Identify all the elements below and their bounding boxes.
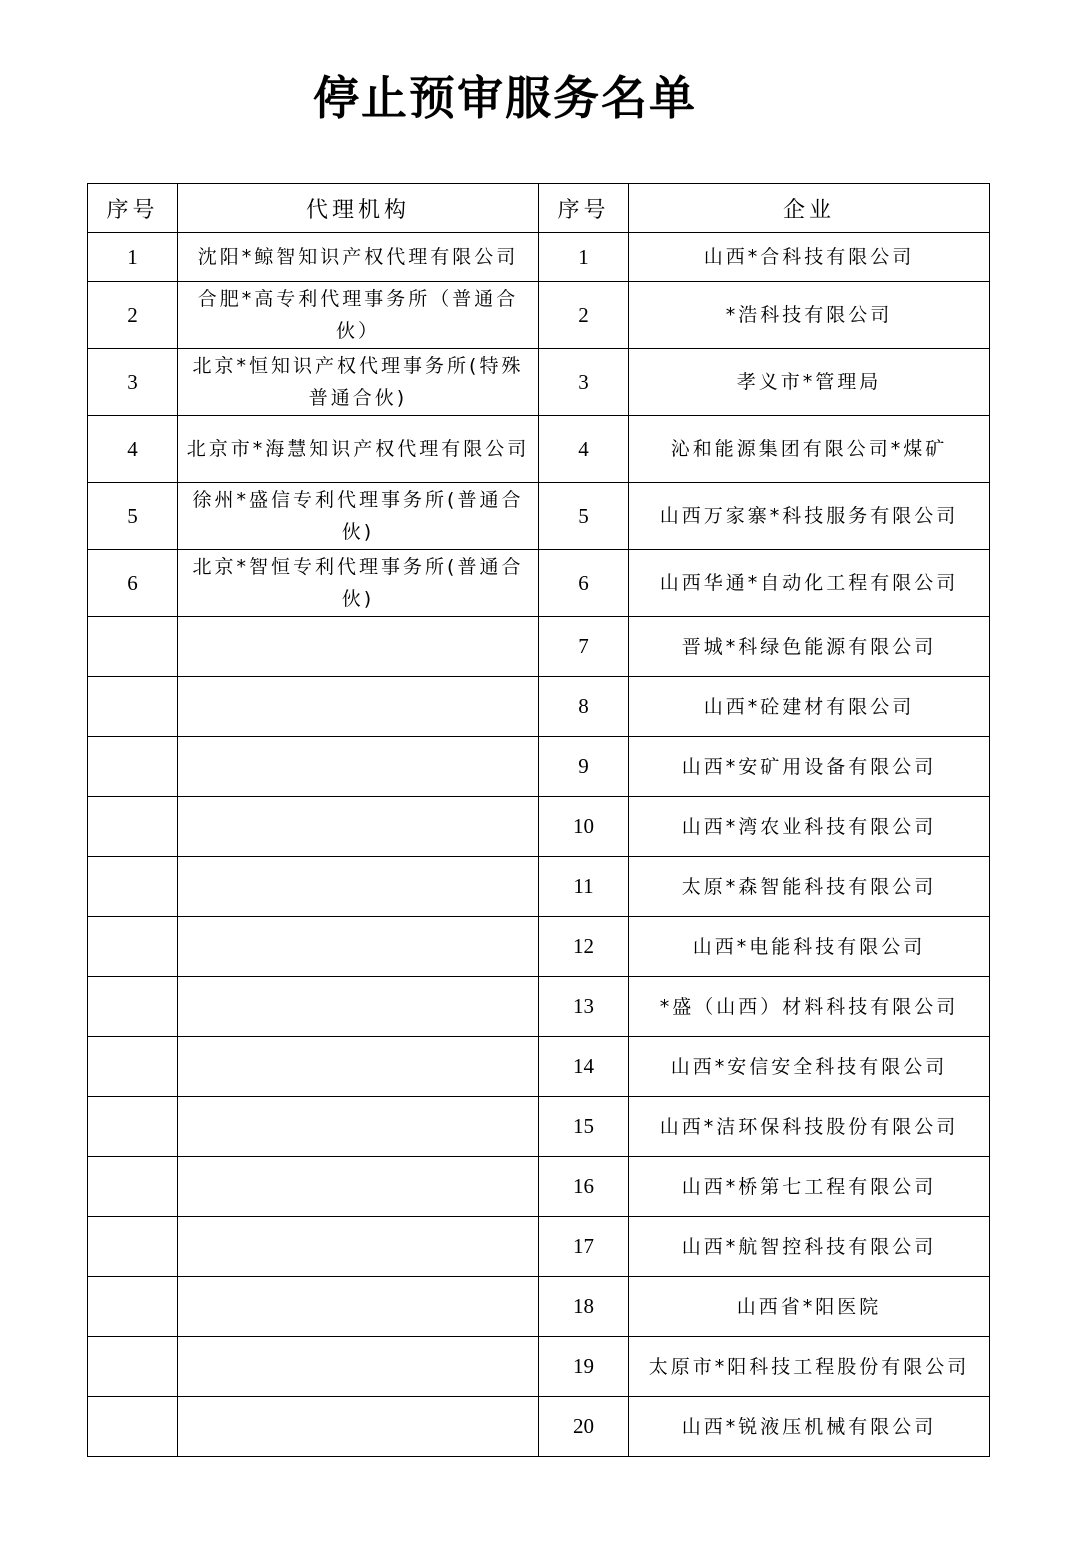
enterprise-name-cell: 晋城*科绿色能源有限公司 [629,617,990,677]
enterprise-number-cell: 12 [539,917,629,977]
header-enterprise: 企业 [629,184,990,233]
table-row [88,1397,990,1457]
enterprise-name-cell: 山西*洁环保科技股份有限公司 [629,1097,990,1157]
enterprise-name-cell: 山西*湾农业科技有限公司 [629,797,990,857]
table-row [88,977,990,1037]
enterprise-number-cell: 13 [539,977,629,1037]
enterprise-number-cell: 15 [539,1097,629,1157]
agency-number-cell [88,857,178,917]
table-row [88,1037,990,1097]
agency-name-cell [178,677,539,737]
enterprise-name-cell: 太原*森智能科技有限公司 [629,857,990,917]
agency-name-cell: 北京市*海慧知识产权代理有限公司 [178,416,539,483]
enterprise-name-cell: 山西省*阳医院 [629,1277,990,1337]
table-row [88,282,990,349]
agency-name-cell [178,917,539,977]
enterprise-number-cell: 16 [539,1157,629,1217]
agency-name-cell: 合肥*高专利代理事务所（普通合伙） [178,282,539,349]
agency-number-cell [88,1277,178,1337]
enterprise-number-cell: 3 [539,349,629,416]
agency-name-cell [178,977,539,1037]
enterprise-name-cell: 山西*合科技有限公司 [629,233,990,282]
enterprise-name-cell: 山西*安信安全科技有限公司 [629,1037,990,1097]
table-header-row [88,184,990,233]
table-row [88,483,990,550]
enterprise-name-cell: *盛（山西）材料科技有限公司 [629,977,990,1037]
agency-number-cell [88,917,178,977]
agency-number-cell [88,797,178,857]
agency-number-cell [88,737,178,797]
table-row [88,1217,990,1277]
agency-number-cell: 5 [88,483,178,550]
table-row [88,233,990,282]
agency-name-cell [178,617,539,677]
agency-number-cell: 4 [88,416,178,483]
enterprise-name-cell: 太原市*阳科技工程股份有限公司 [629,1337,990,1397]
table-row [88,1097,990,1157]
header-enterprise-no: 序号 [539,184,629,233]
enterprise-number-cell: 1 [539,233,629,282]
enterprise-name-cell: *浩科技有限公司 [629,282,990,349]
agency-name-cell [178,737,539,797]
enterprise-number-cell: 6 [539,550,629,617]
table-row [88,677,990,737]
enterprise-number-cell: 18 [539,1277,629,1337]
agency-number-cell: 2 [88,282,178,349]
agency-name-cell: 北京*恒知识产权代理事务所(特殊普通合伙) [178,349,539,416]
agency-name-cell: 北京*智恒专利代理事务所(普通合伙) [178,550,539,617]
enterprise-number-cell: 19 [539,1337,629,1397]
agency-name-cell [178,1277,539,1337]
enterprise-name-cell: 山西*砼建材有限公司 [629,677,990,737]
enterprise-number-cell: 20 [539,1397,629,1457]
enterprise-name-cell: 山西*航智控科技有限公司 [629,1217,990,1277]
enterprise-number-cell: 5 [539,483,629,550]
enterprise-name-cell: 山西*桥第七工程有限公司 [629,1157,990,1217]
enterprise-name-cell: 山西*锐液压机械有限公司 [629,1397,990,1457]
table-row [88,737,990,797]
agency-name-cell: 沈阳*鲸智知识产权代理有限公司 [178,233,539,282]
agency-name-cell [178,857,539,917]
agency-number-cell [88,677,178,737]
agency-name-cell [178,1337,539,1397]
agency-number-cell [88,1097,178,1157]
enterprise-number-cell: 4 [539,416,629,483]
table-row [88,349,990,416]
enterprise-name-cell: 山西*安矿用设备有限公司 [629,737,990,797]
table-row [88,550,990,617]
agency-number-cell [88,617,178,677]
enterprise-number-cell: 7 [539,617,629,677]
agency-number-cell: 1 [88,233,178,282]
enterprise-name-cell: 山西*电能科技有限公司 [629,917,990,977]
agency-name-cell: 徐州*盛信专利代理事务所(普通合伙) [178,483,539,550]
agency-name-cell [178,1397,539,1457]
enterprise-number-cell: 10 [539,797,629,857]
agency-name-cell [178,1037,539,1097]
service-list-table [87,183,990,1457]
enterprise-name-cell: 山西华通*自动化工程有限公司 [629,550,990,617]
table-row [88,1157,990,1217]
table-row [88,1277,990,1337]
enterprise-number-cell: 14 [539,1037,629,1097]
agency-name-cell [178,797,539,857]
page-title: 停止预审服务名单 [313,71,697,125]
agency-number-cell [88,1397,178,1457]
table-row [88,857,990,917]
table-row [88,416,990,483]
agency-number-cell [88,1337,178,1397]
enterprise-number-cell: 17 [539,1217,629,1277]
agency-name-cell [178,1217,539,1277]
enterprise-name-cell: 孝义市*管理局 [629,349,990,416]
enterprise-name-cell: 沁和能源集团有限公司*煤矿 [629,416,990,483]
agency-name-cell [178,1157,539,1217]
agency-number-cell [88,1217,178,1277]
header-agency-no: 序号 [88,184,178,233]
enterprise-number-cell: 2 [539,282,629,349]
agency-number-cell [88,977,178,1037]
enterprise-number-cell: 9 [539,737,629,797]
agency-number-cell: 3 [88,349,178,416]
table-row [88,1337,990,1397]
enterprise-number-cell: 8 [539,677,629,737]
table-row [88,797,990,857]
table-row [88,617,990,677]
agency-number-cell [88,1037,178,1097]
agency-number-cell: 6 [88,550,178,617]
agency-name-cell [178,1097,539,1157]
table-row [88,917,990,977]
header-agency: 代理机构 [178,184,539,233]
agency-number-cell [88,1157,178,1217]
table-body [88,233,990,1457]
enterprise-name-cell: 山西万家寨*科技服务有限公司 [629,483,990,550]
enterprise-number-cell: 11 [539,857,629,917]
